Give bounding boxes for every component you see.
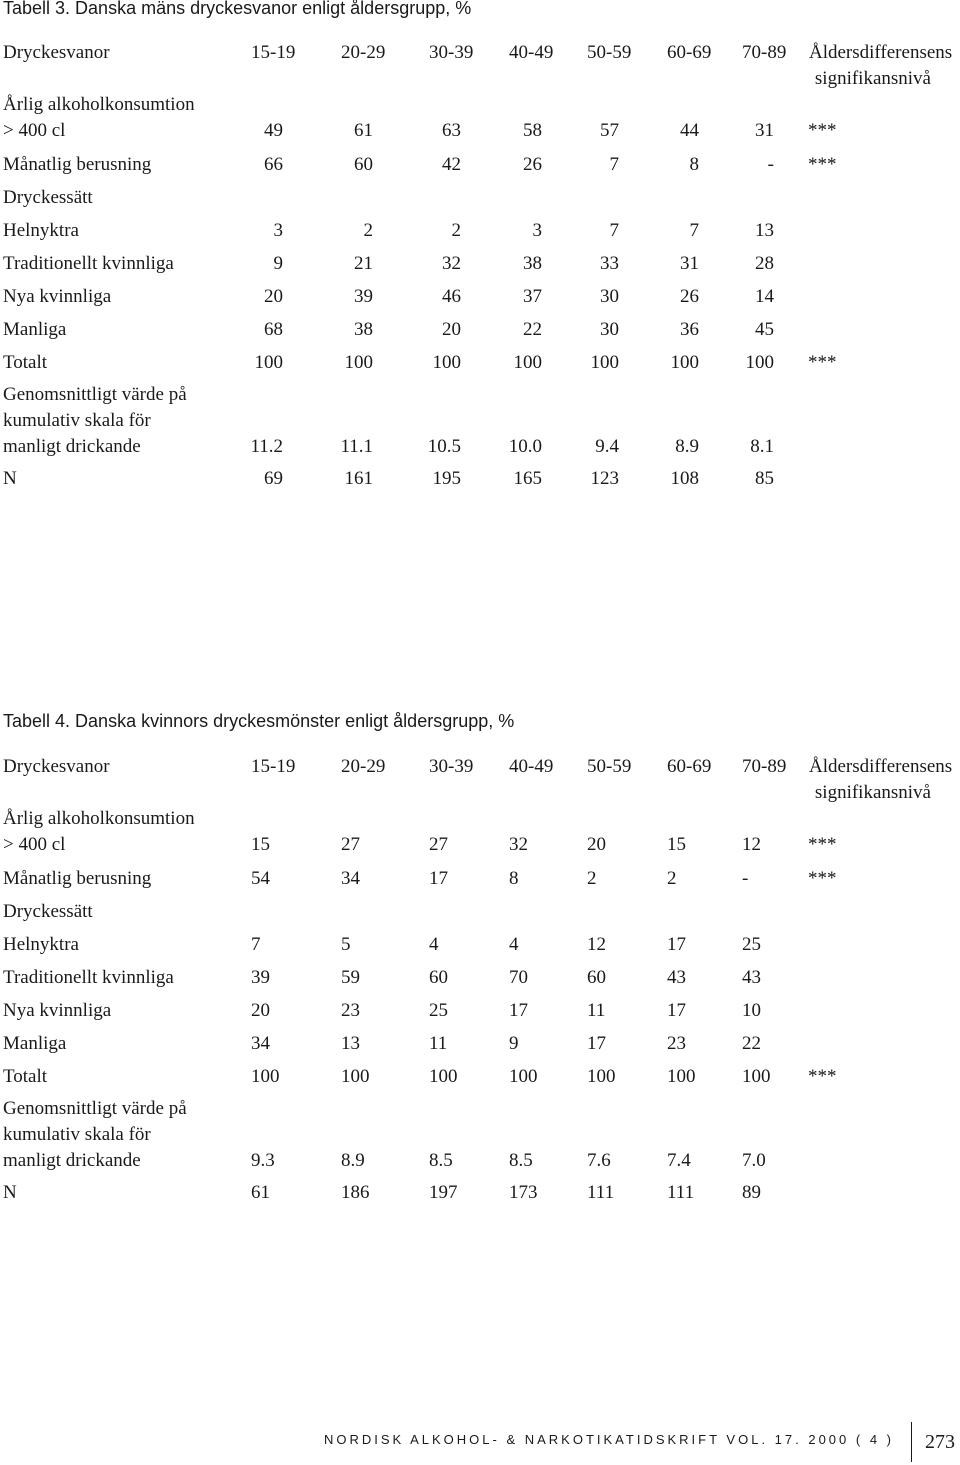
table-cell: 85: [755, 468, 774, 489]
table-cell: 9.4: [595, 436, 619, 457]
header-age-group: 20-29: [341, 42, 386, 63]
table-cell: 11.1: [340, 436, 373, 457]
table-cell: 31: [680, 253, 699, 274]
table-cell: 30: [600, 319, 619, 340]
table-4: [0, 714, 960, 1234]
header-age-group: 20-29: [341, 756, 386, 777]
footer-divider: [911, 1422, 912, 1462]
row-label: manligt drickande: [3, 436, 141, 457]
table-cell: 69: [264, 468, 283, 489]
table-4-title: Tabell 4. Danska kvinnors dryckesmönster enligt åldersgrupp, %: [3, 711, 515, 731]
table-3: [0, 0, 960, 520]
table-cell: 8: [509, 868, 519, 889]
table-cell: 8.9: [341, 1150, 365, 1171]
table-cell: 38: [354, 319, 373, 340]
table-cell: 30: [600, 286, 619, 307]
table-cell: 34: [341, 868, 360, 889]
table-cell: 17: [509, 1000, 528, 1021]
page-footer: [0, 1422, 960, 1462]
significance-cell: ***: [808, 352, 837, 373]
table-cell: 43: [742, 967, 761, 988]
table-cell: 111: [667, 1182, 695, 1203]
table-cell: -: [742, 868, 749, 889]
table-cell: 17: [587, 1033, 606, 1054]
table-cell: 22: [523, 319, 542, 340]
table-cell: 60: [354, 154, 373, 175]
table-cell: 25: [429, 1000, 448, 1021]
table-cell: 7: [689, 220, 699, 241]
header-age-group: 40-49: [509, 756, 554, 777]
table-cell: 100: [587, 1066, 616, 1087]
table-cell: 63: [442, 120, 461, 141]
table-cell: 197: [429, 1182, 458, 1203]
row-label: Dryckessätt: [3, 187, 93, 208]
header-age-group: 15-19: [251, 756, 296, 777]
header-significance-sub: signifikansnivå: [814, 782, 931, 803]
table-cell: 28: [755, 253, 774, 274]
table-cell: 10: [742, 1000, 761, 1021]
table-cell: 100: [251, 1066, 280, 1087]
table-cell: 60: [587, 967, 606, 988]
table-cell: 100: [745, 352, 774, 373]
table-cell: 61: [354, 120, 373, 141]
table-cell: 100: [254, 352, 283, 373]
table-cell: 2: [667, 868, 677, 889]
header-age-group: 70-89: [742, 756, 787, 777]
table-cell: 58: [523, 120, 542, 141]
row-label: > 400 cl: [3, 120, 66, 141]
header-age-group: 50-59: [587, 756, 632, 777]
table-cell: 20: [264, 286, 283, 307]
row-label: Årlig alkoholkonsumtion: [3, 94, 195, 115]
row-label: Månatlig berusning: [3, 154, 152, 175]
table-cell: 20: [442, 319, 461, 340]
table-cell: 22: [742, 1033, 761, 1054]
table-cell: 7.6: [587, 1150, 611, 1171]
table-cell: 23: [667, 1033, 686, 1054]
row-label: Genomsnittligt värde på: [3, 1098, 187, 1119]
row-label: Helnyktra: [3, 220, 79, 241]
table-cell: 3: [273, 220, 283, 241]
table-cell: 57: [600, 120, 619, 141]
row-label: > 400 cl: [3, 834, 66, 855]
table-cell: 17: [667, 1000, 686, 1021]
table-cell: 7: [609, 154, 619, 175]
table-cell: 111: [587, 1182, 615, 1203]
table-cell: 100: [429, 1066, 458, 1087]
table-cell: 43: [667, 967, 686, 988]
table-cell: 45: [755, 319, 774, 340]
table-cell: 68: [264, 319, 283, 340]
row-label: Manliga: [3, 319, 67, 340]
header-age-group: 60-69: [667, 756, 712, 777]
table-cell: 8.9: [675, 436, 699, 457]
table-cell: 89: [742, 1182, 761, 1203]
table-cell: 25: [742, 934, 761, 955]
table-cell: 7.4: [667, 1150, 691, 1171]
table-cell: 9: [509, 1033, 519, 1054]
table-cell: 44: [680, 120, 699, 141]
row-label: Nya kvinnliga: [3, 286, 112, 307]
table-cell: 186: [341, 1182, 370, 1203]
table-cell: 34: [251, 1033, 270, 1054]
table-cell: 31: [755, 120, 774, 141]
table-cell: 123: [590, 468, 619, 489]
table-cell: 54: [251, 868, 270, 889]
row-label: Dryckessätt: [3, 901, 93, 922]
row-label: Helnyktra: [3, 934, 79, 955]
table-cell: 60: [429, 967, 448, 988]
header-age-group: 30-39: [429, 756, 474, 777]
header-label: Dryckesvanor: [3, 756, 110, 777]
table-cell: 9: [273, 253, 283, 274]
table-cell: 11: [587, 1000, 606, 1021]
table-cell: 27: [341, 834, 360, 855]
row-label: kumulativ skala för: [3, 1124, 151, 1145]
significance-cell: ***: [808, 154, 837, 175]
table-cell: 100: [670, 352, 699, 373]
table-cell: 11.2: [250, 436, 283, 457]
row-label: Nya kvinnliga: [3, 1000, 112, 1021]
row-label: Traditionellt kvinnliga: [3, 967, 174, 988]
row-label: Månatlig berusning: [3, 868, 152, 889]
table-cell: 108: [670, 468, 699, 489]
table-cell: 4: [429, 934, 439, 955]
table-cell: 5: [341, 934, 351, 955]
row-label: kumulativ skala för: [3, 410, 151, 431]
table-cell: 39: [251, 967, 270, 988]
row-label: Manliga: [3, 1033, 67, 1054]
table-cell: 61: [251, 1182, 270, 1203]
table-cell: 165: [513, 468, 542, 489]
table-cell: 8.5: [429, 1150, 453, 1171]
row-label: manligt drickande: [3, 1150, 141, 1171]
table-cell: 15: [251, 834, 270, 855]
table-cell: 38: [523, 253, 542, 274]
table-cell: 14: [755, 286, 774, 307]
row-label: Totalt: [3, 1066, 48, 1087]
table-cell: 39: [354, 286, 373, 307]
table-cell: 36: [680, 319, 699, 340]
header-label: Dryckesvanor: [3, 42, 110, 63]
table-cell: 9.3: [251, 1150, 275, 1171]
table-cell: 8.1: [750, 436, 774, 457]
table-cell: 13: [341, 1033, 360, 1054]
significance-cell: ***: [808, 868, 837, 889]
table-cell: 15: [667, 834, 686, 855]
header-significance: Åldersdifferensens: [809, 42, 953, 63]
table-cell: 4: [509, 934, 519, 955]
header-age-group: 60-69: [667, 42, 712, 63]
table-cell: 100: [432, 352, 461, 373]
header-significance: Åldersdifferensens: [809, 756, 953, 777]
table-cell: 173: [509, 1182, 538, 1203]
table-cell: 2: [587, 868, 597, 889]
table-cell: 27: [429, 834, 448, 855]
header-age-group: 15-19: [251, 42, 296, 63]
table-cell: 20: [251, 1000, 270, 1021]
table-cell: 17: [429, 868, 448, 889]
table-cell: 2: [363, 220, 373, 241]
table-cell: 100: [341, 1066, 370, 1087]
page-number: 273: [925, 1431, 955, 1453]
table-cell: 100: [590, 352, 619, 373]
significance-cell: ***: [808, 1066, 837, 1087]
table-cell: 66: [264, 154, 283, 175]
table-cell: 3: [532, 220, 542, 241]
table-cell: 37: [523, 286, 542, 307]
table-cell: 2: [451, 220, 461, 241]
table-cell: 7: [609, 220, 619, 241]
table-3-title: Tabell 3. Danska mäns dryckesvanor enligt åldersgrupp, %: [3, 0, 472, 18]
row-label: Traditionellt kvinnliga: [3, 253, 174, 274]
table-cell: 7.0: [742, 1150, 766, 1171]
table-cell: 195: [432, 468, 461, 489]
header-significance-sub: signifikansnivå: [814, 68, 931, 89]
row-label: N: [3, 468, 17, 489]
table-cell: 21: [354, 253, 373, 274]
table-cell: 32: [509, 834, 528, 855]
table-cell: 42: [442, 154, 461, 175]
table-cell: 12: [587, 934, 606, 955]
table-cell: 49: [264, 120, 283, 141]
table-cell: 10.0: [508, 436, 542, 457]
row-label: N: [3, 1182, 17, 1203]
table-cell: 46: [442, 286, 461, 307]
table-cell: 23: [341, 1000, 360, 1021]
table-cell: 11: [429, 1033, 448, 1054]
table-cell: -: [767, 154, 774, 175]
table-cell: 7: [251, 934, 261, 955]
table-cell: 100: [344, 352, 373, 373]
table-cell: 12: [742, 834, 761, 855]
table-cell: 10.5: [427, 436, 461, 457]
row-label: Totalt: [3, 352, 48, 373]
header-age-group: 50-59: [587, 42, 632, 63]
table-cell: 59: [341, 967, 360, 988]
table-cell: 8.5: [509, 1150, 533, 1171]
table-cell: 26: [680, 286, 699, 307]
table-cell: 32: [442, 253, 461, 274]
table-cell: 20: [587, 834, 606, 855]
journal-name: NORDISK ALKOHOL- & NARKOTIKATIDSKRIFT VOL. 17. 2000 ( 4 ): [323, 1432, 894, 1447]
table-cell: 161: [344, 468, 373, 489]
table-cell: 13: [755, 220, 774, 241]
row-label: Årlig alkoholkonsumtion: [3, 808, 195, 829]
header-age-group: 70-89: [742, 42, 787, 63]
row-label: Genomsnittligt värde på: [3, 384, 187, 405]
header-age-group: 40-49: [509, 42, 554, 63]
table-cell: 17: [667, 934, 686, 955]
significance-cell: ***: [808, 834, 837, 855]
table-cell: 26: [523, 154, 542, 175]
table-cell: 100: [667, 1066, 696, 1087]
table-cell: 100: [509, 1066, 538, 1087]
table-cell: 100: [742, 1066, 771, 1087]
table-cell: 100: [513, 352, 542, 373]
header-age-group: 30-39: [429, 42, 474, 63]
table-cell: 70: [509, 967, 528, 988]
table-cell: 33: [600, 253, 619, 274]
significance-cell: ***: [808, 120, 837, 141]
table-cell: 8: [689, 154, 699, 175]
